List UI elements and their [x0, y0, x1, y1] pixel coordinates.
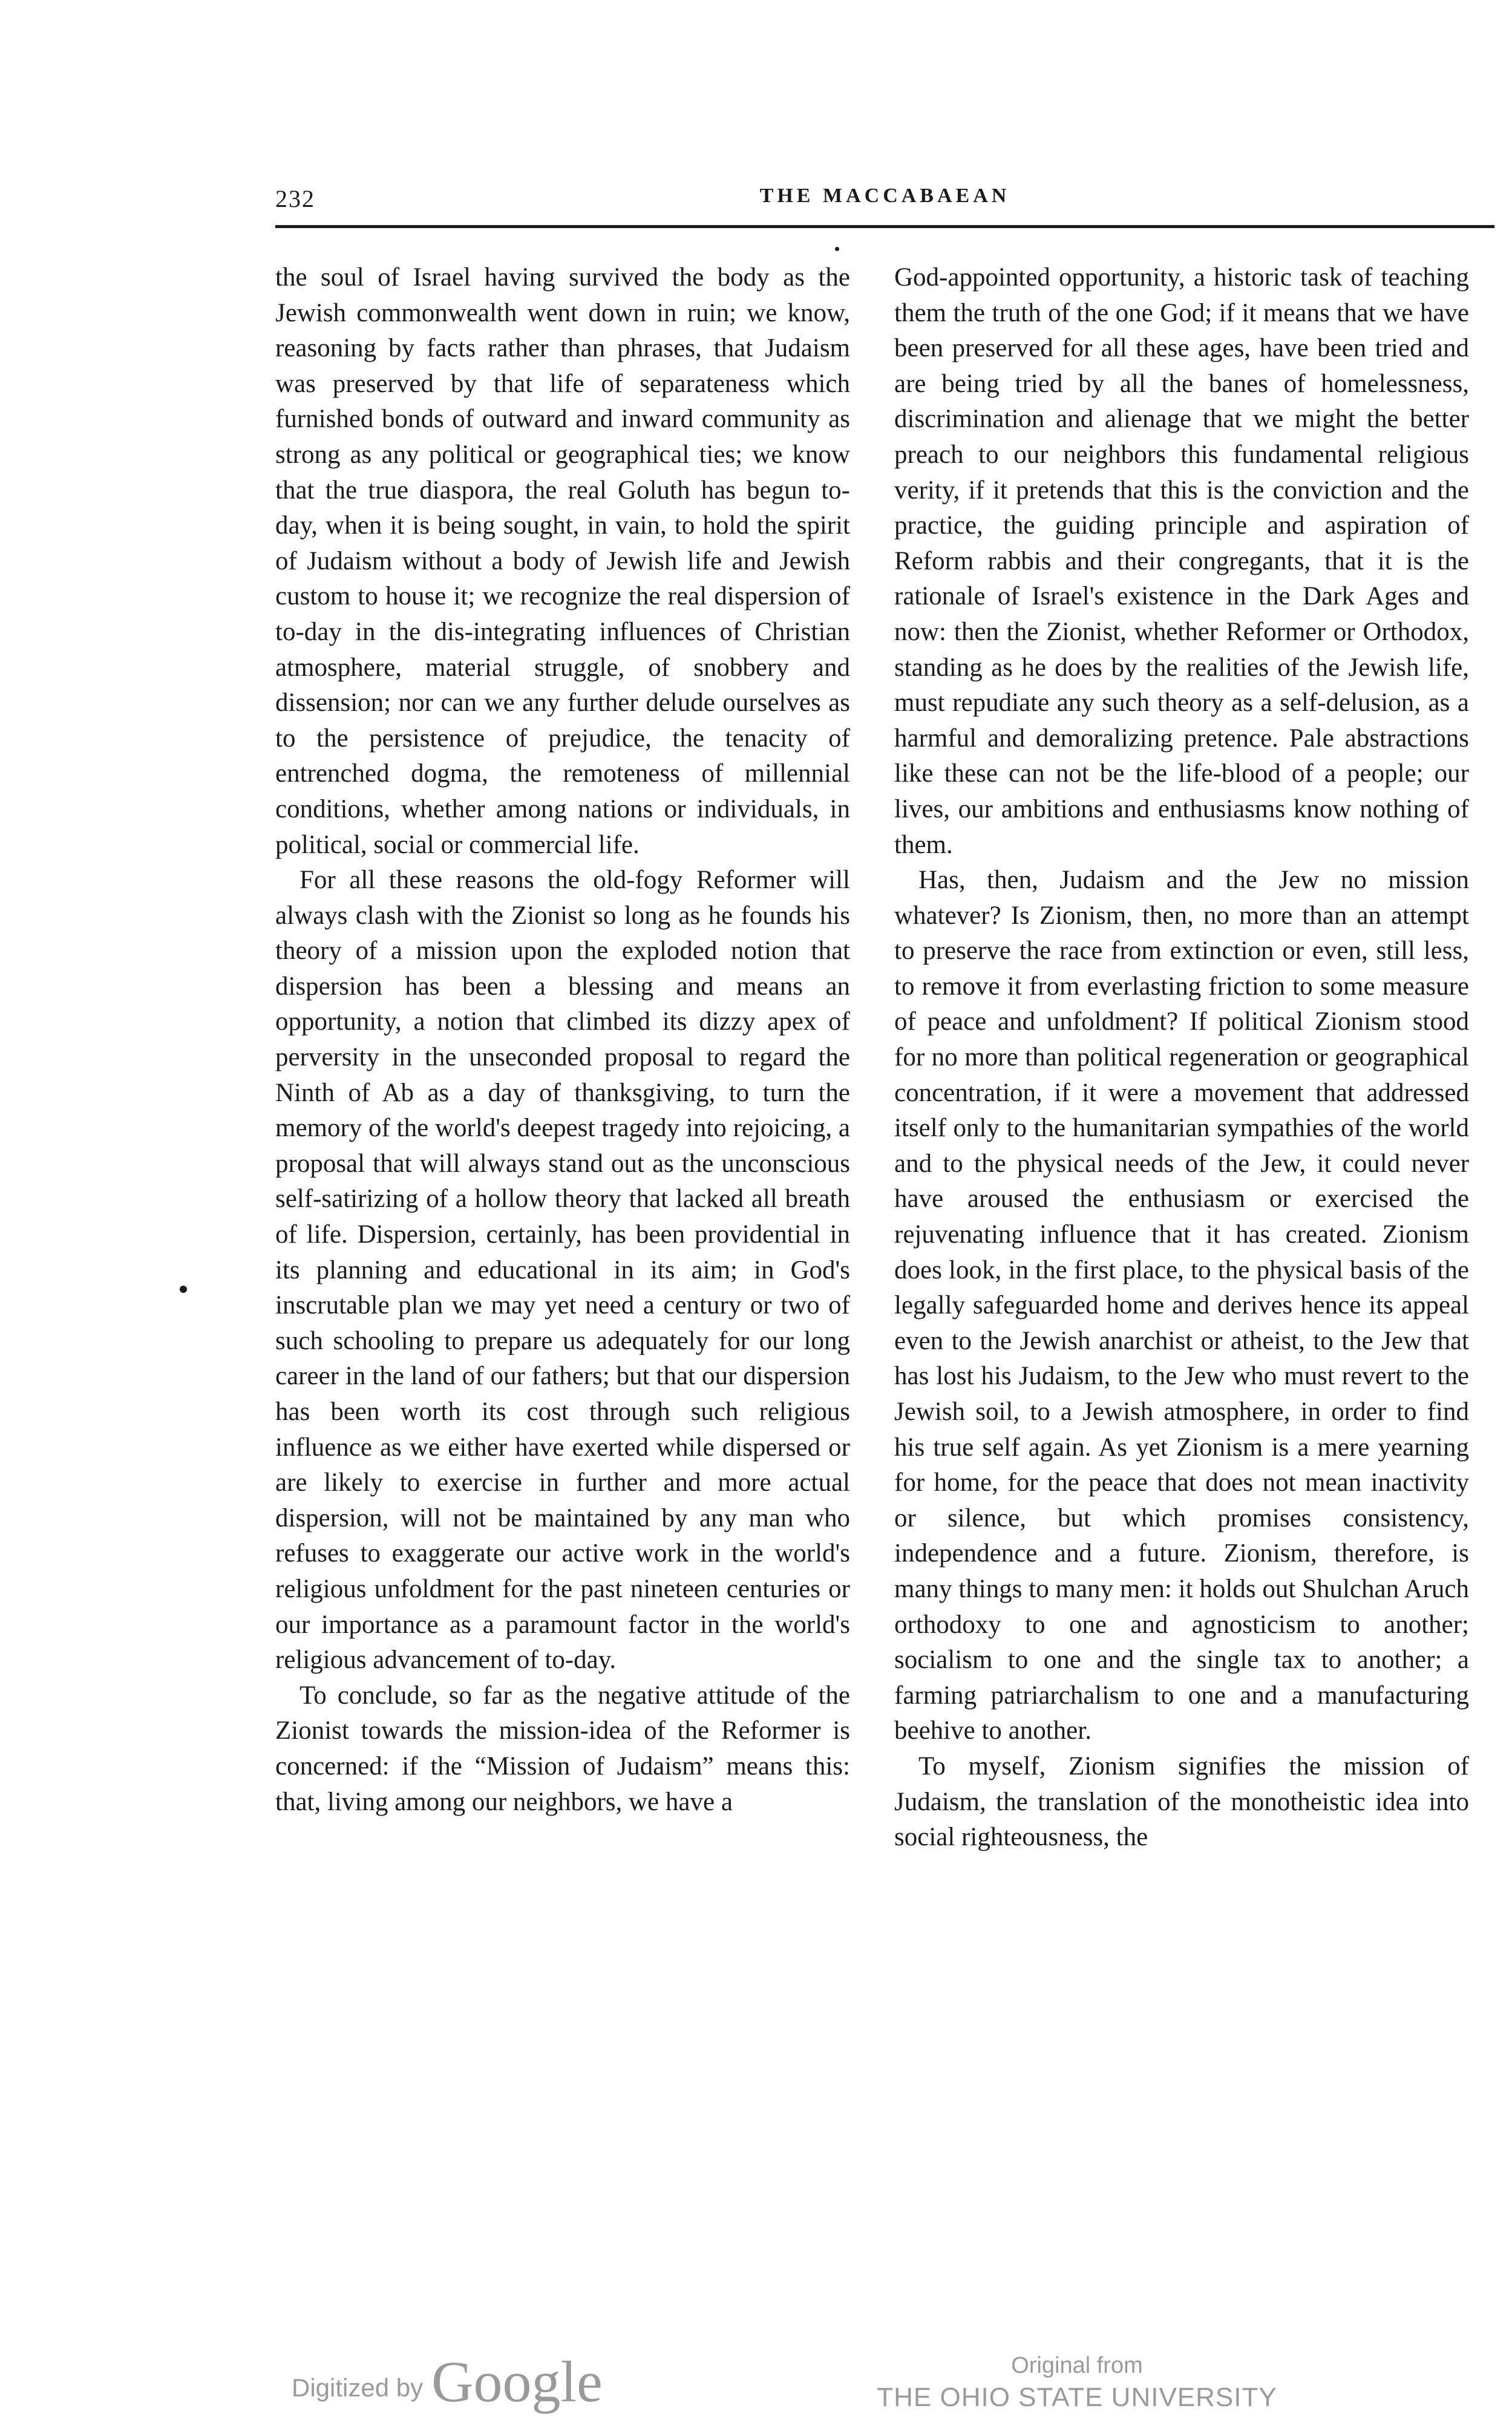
- digitized-by-label: Digitized by: [292, 2373, 424, 2402]
- left-column: [275, 260, 850, 1820]
- page-number: 232: [275, 185, 315, 212]
- running-head: THE MACCABAEAN: [759, 185, 1010, 207]
- original-from-label: Original from: [1011, 2353, 1143, 2378]
- paragraph: For all these reasons the old-fogy Reformer will always clash with the Zionist so long as he founds his theory of a mission upon the exploded notion that dispersion has been a blessing and means an opportunity, a notion that climbed its dizzy apex of perversity in the unseconded proposal to regard the Ninth of Ab as a day of thanksgiving, to turn the memory of the world's deepest tragedy into rejoicing, a proposal that will always stand out as the unconscious self-satirizing of a hollow theory that lacked all breath of life. Dispersion, certainly, has been providential in its planning and educational in its aim; in God's inscrutable plan we may yet need a century or two of such schooling to prepare us adequately for our long career in the land of our fathers; but that our dispersion has been worth its cost through such religious influence as we either have exerted while dispersed or are likely to exercise in further and more actual dispersion, will not be maintained by any man who refuses to exaggerate our active work in the world's religious unfoldment for the past nineteen centuries or our importance as a paramount factor in the world's religious advancement of to-day.: [275, 866, 850, 1675]
- ink-speck: [835, 247, 839, 251]
- paragraph: To conclude, so far as the negative attitude of the Zionist towards the mission-idea of the Reformer is concerned: if the “Mission of Judaism” means this: that, living among our neighbors, we have a: [275, 1681, 850, 1816]
- page-header: [275, 185, 1494, 221]
- institution-name: THE OHIO STATE UNIVERSITY: [877, 2382, 1277, 2412]
- paragraph: Has, then, Judaism and the Jew no mission whatever? Is Zionism, then, no more than an attempt to preserve the race from extinction or even, still less, to remove it from everlasting friction to some measure of peace and unfoldment? If political Zionism stood for no more than political regeneration or geographical concentration, if it were a movement that addressed itself only to the humanitarian sympathies of the world and to the physical needs of the Jew, it could never have aroused the enthusiasm or exercised the rejuvenating influence that it has created. Zionism does look, in the first place, to the physical basis of the legally safeguarded home and derives hence its appeal even to the Jewish anarchist or atheist, to the Jew that has lost his Judaism, to the Jew who must revert to the Jewish soil, to a Jewish atmosphere, in order to find his true self again. As yet Zionism is a mere yearning for home, for the peace that does not mean inactivity or silence, but which promises consistency, independence and a future. Zionism, therefore, is many things to many men: it holds out Shulchan Aruch orthodoxy to one and agnosticism to another; socialism to one and the single tax to another; a farming patriarchalism to one and a manufacturing beehive to another.: [894, 866, 1469, 1745]
- paragraph: God-appointed opportunity, a historic task of teaching them the truth of the one God; if it means that we have been preserved for all these ages, have been tried and are being tried by all the banes of homelessness, discrimination and alienage that we might the better preach to our neighbors this fundamental religious verity, if it pretends that this is the conviction and the practice, the guiding principle and aspiration of Reform rabbis and their congregants, that it is the rationale of Israel's existence in the Dark Ages and now: then the Zionist, whether Reformer or Orthodox, standing as he does by the realities of the Jewish life, must repudiate any such theory as a self-delusion, as a harmful and demoralizing pretence. Pale abstractions like these can not be the life-blood of a people; our lives, our ambitions and enthusiasms know nothing of them.: [894, 263, 1469, 859]
- original-source-watermark: [865, 2350, 1289, 2415]
- digitized-by-watermark: [292, 2349, 603, 2414]
- right-column: [894, 260, 1469, 1856]
- margin-bullet: [180, 1286, 187, 1293]
- paragraph: the soul of Israel having survived the body as the Jewish commonwealth went down in ruin; we know, reasoning by facts rather than phrases, that Judaism was preserved by that life of separateness which furnished bonds of outward and inward community as strong as any political or geographical ties; we know that the true diaspora, the real Goluth has begun to-day, when it is being sought, in vain, to hold the spirit of Judaism without a body of Jewish life and Jewish custom to house it; we recognize the real dispersion of to-day in the dis-integrating influences of Christian atmosphere, material struggle, of snobbery and dissension; nor can we any further delude ourselves as to the persistence of prejudice, the tenacity of entrenched dogma, the remoteness of millennial conditions, whether among nations or individuals, in political, social or commercial life.: [275, 263, 850, 859]
- google-logo: Google: [431, 2349, 603, 2414]
- paragraph: To myself, Zionism signifies the mission of Judaism, the translation of the monotheistic idea into social righteousness, the: [894, 1751, 1469, 1852]
- header-rule: [275, 225, 1494, 228]
